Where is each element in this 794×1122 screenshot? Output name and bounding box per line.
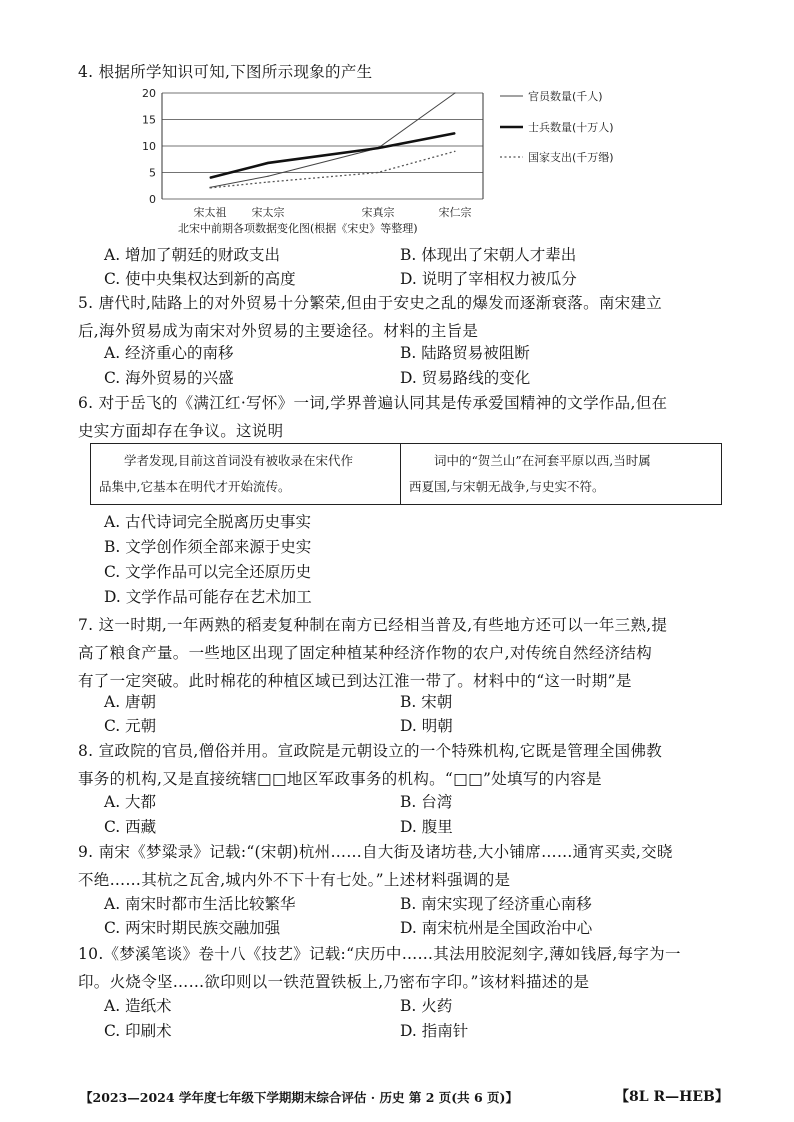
y-tick-label: 10 (142, 140, 156, 153)
data-point (454, 92, 455, 93)
question-8-line-1: 8. 宣政院的官员,僧俗并用。宣政院是元朝设立的一个特殊机构,它既是管理全国佛教 (78, 742, 663, 760)
question-7-line-2: 高了粮食产量。一些地区出现了固定种植某种经济作物的农户,对传统自然经济结构 (78, 644, 653, 662)
x-tick-label: 宋仁宗 (438, 206, 472, 219)
question-9-line-2: 不绝……其杭之瓦舍,城内外不下十有七处。”上述材料强调的是 (78, 871, 511, 889)
x-tick-label: 宋太祖 (193, 206, 227, 219)
q4-option-a: A. 增加了朝廷的财政支出 (104, 246, 281, 264)
question-4-stem: 4. 根据所学知识可知,下图所示现象的产生 (78, 63, 373, 81)
q5-option-c: C. 海外贸易的兴盛 (104, 369, 234, 387)
q7-option-d: D. 明朝 (400, 717, 453, 735)
chart-series (209, 92, 455, 188)
question-7-line-3: 有了一定突破。此时棉花的种植区域已到达江淮一带了。材料中的“这一时期”是 (78, 672, 632, 690)
q10-option-b: B. 火药 (400, 997, 453, 1015)
question-10 (78, 940, 718, 996)
q4-option-d: D. 说明了宰相权力被瓜分 (400, 270, 577, 288)
question-9-line-1: 9. 南宋《梦粱录》记载:“(宋朝)杭州……自大街及诸坊巷,大小铺席……通宵买卖,交晓 (78, 843, 673, 861)
q8-option-d: D. 腹里 (400, 818, 453, 836)
q8-option-b: B. 台湾 (400, 793, 453, 811)
data-point (267, 176, 268, 177)
q5-option-d: D. 贸易路线的变化 (400, 369, 531, 387)
legend-label: 国家支出(千万缗) (528, 151, 614, 164)
chart-caption: 北宋中前期各项数据变化图(根据《宋史》等整理) (178, 222, 418, 235)
q6-option-d: D. 文学作品可能存在艺术加工 (104, 588, 312, 606)
material-cell-left (91, 444, 400, 504)
question-10-line-2: 印。火烧令坚……欲印则以一铁范置铁板上,乃密布字印。”该材料描述的是 (78, 973, 590, 991)
chart-y-ticks (142, 87, 156, 206)
data-point (209, 187, 210, 188)
material-left-line-1: 学者发现,目前这首词没有被收录在宋代作 (124, 453, 353, 468)
question-9 (78, 838, 718, 894)
q7-option-b: B. 宋朝 (400, 693, 453, 711)
q7-option-a: A. 唐朝 (104, 693, 157, 711)
data-point (454, 133, 455, 134)
material-table (90, 443, 722, 505)
x-tick-label: 宋太宗 (251, 206, 285, 219)
footer-code: 【8L R—HEB】 (615, 1089, 729, 1105)
chart-x-ticks (194, 205, 472, 219)
chart-legend (500, 89, 614, 164)
footer-info: 【2023—2024 学年度七年级下学期期末综合评估 · 历史 第 2 页(共 6 页)】 (80, 1090, 518, 1105)
x-tick-label: 宋真宗 (361, 206, 395, 219)
data-point (209, 177, 210, 178)
data-point (377, 172, 378, 173)
question-7 (78, 611, 718, 695)
q9-option-a: A. 南宋时都市生活比较繁华 (104, 895, 296, 913)
material-right-line-1: 词中的“贺兰山”在河套平原以西,当时属 (434, 453, 651, 468)
question-6-line-1: 6. 对于岳飞的《满江红·写怀》一词,学界普遍认同其是传承爱国精神的文学作品,但在 (78, 394, 668, 412)
q10-option-d: D. 指南针 (400, 1022, 469, 1040)
q9-option-b: B. 南宋实现了经济重心南移 (400, 895, 592, 913)
material-left-line-2: 品集中,它基本在明代才开始流传。 (99, 479, 291, 494)
q6-option-a: A. 古代诗词完全脱离历史事实 (104, 513, 312, 531)
question-5 (78, 289, 718, 345)
q5-option-a: A. 经济重心的南移 (104, 344, 234, 362)
question-5-line-1: 5. 唐代时,陆路上的对外贸易十分繁荣,但由于安史之乱的爆发而逐渐衰落。南宋建立 (78, 294, 663, 312)
q8-option-a: A. 大都 (104, 793, 157, 811)
question-8-line-2: 事务的机构,又是直接统辖□□地区军政事务的机构。“□□”处填写的内容是 (78, 770, 602, 788)
q6-option-b: B. 文学创作须全部来源于史实 (104, 538, 312, 556)
q7-option-c: C. 元朝 (104, 717, 157, 735)
q9-option-d: D. 南宋杭州是全国政治中心 (400, 919, 593, 937)
data-point (267, 162, 268, 163)
q4-option-b: B. 体现出了宋朝人才辈出 (400, 246, 577, 264)
question-7-line-1: 7. 这一时期,一年两熟的稻麦复种制在南方已经相当普及,有些地方还可以一年三熟,提 (78, 616, 668, 634)
question-6 (78, 389, 718, 445)
q5-option-b: B. 陆路贸易被阻断 (400, 344, 530, 362)
y-tick-label: 20 (142, 87, 156, 100)
q6-option-c: C. 文学作品可以完全还原历史 (104, 563, 312, 581)
question-10-line-1: 10.《梦溪笔谈》卷十八《技艺》记载:“庆历中……其法用胶泥刻字,薄如钱唇,每字为一 (78, 945, 681, 963)
material-cell-right (401, 444, 721, 504)
q4-option-c: C. 使中央集权达到新的高度 (104, 270, 296, 288)
chart-grid (162, 93, 483, 199)
q10-option-a: A. 造纸术 (104, 997, 172, 1015)
material-right-line-2: 西夏国,与宋朝无战争,与史实不符。 (409, 479, 605, 494)
q8-option-c: C. 西藏 (104, 818, 157, 836)
q10-option-c: C. 印刷术 (104, 1022, 172, 1040)
data-point (267, 181, 268, 182)
series-line-2 (210, 133, 455, 178)
question-8 (78, 737, 718, 793)
q9-option-c: C. 两宋时期民族交融加强 (104, 919, 281, 937)
y-tick-label: 15 (142, 113, 156, 127)
data-point (377, 148, 378, 149)
y-tick-label: 5 (149, 166, 156, 180)
legend-label: 士兵数量(十万人) (528, 121, 614, 134)
data-point (454, 151, 455, 152)
legend-label: 官员数量(千人) (528, 90, 603, 103)
question-6-line-2: 史实方面却存在争议。这说明 (78, 422, 284, 440)
question-5-line-2: 后,海外贸易成为南宋对外贸易的主要途径。材料的主旨是 (78, 322, 479, 340)
y-tick-label: 0 (149, 193, 156, 206)
